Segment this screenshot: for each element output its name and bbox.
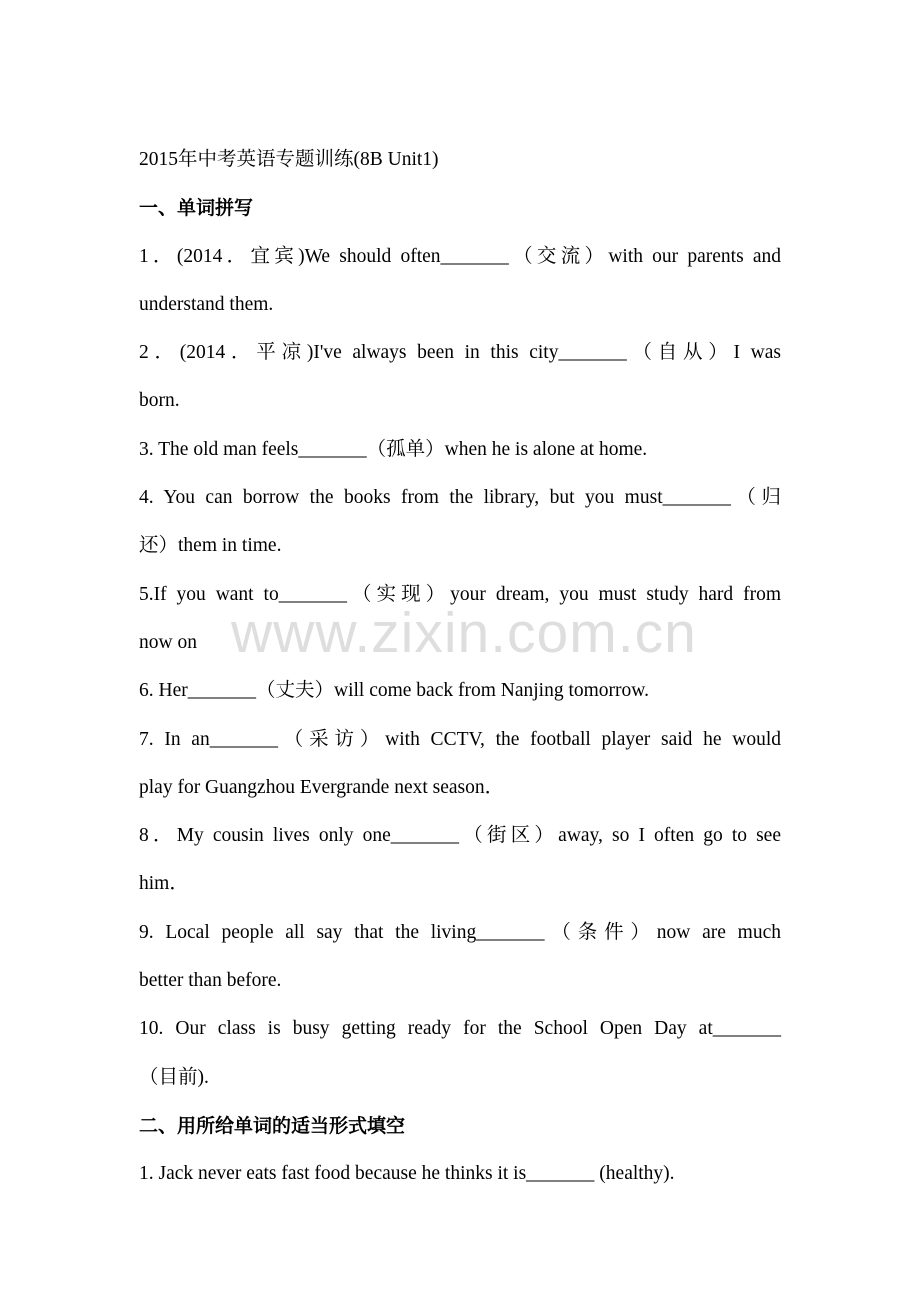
question-10-line-1: 10. Our class is busy getting ready for the School Open Day at_______ — [139, 1018, 781, 1040]
question-2 — [139, 329, 781, 426]
question-9-line-1: 9. Local people all say that the living_______（条件）now are much — [139, 921, 781, 943]
question-7-line-1: 7. In an_______（采访）with CCTV, the football player said he would — [139, 728, 781, 750]
question-1 — [139, 233, 781, 330]
question-5 — [139, 571, 781, 668]
section-2-heading: 二、用所给单词的适当形式填空 — [139, 1114, 406, 1137]
question-5-line-1: 5.If you want to_______（实现）your dream, you must study hard from — [139, 583, 781, 605]
question-1-line-1: 1．(2014．宜宾)We should often_______（交流）with our parents and — [139, 245, 781, 267]
question-8 — [139, 812, 781, 909]
question-1-line-2: understand them. — [139, 293, 274, 315]
question-5-line-2: now on — [139, 631, 197, 653]
question-4-line-2: 还）them in time. — [139, 535, 282, 557]
question-3-line-1: 3. The old man feels_______（孤单）when he is alone at home. — [139, 438, 648, 460]
question-2-line-2: born. — [139, 390, 180, 412]
question-3 — [139, 426, 781, 474]
question-10-line-2: （目前). — [139, 1066, 209, 1088]
document-page — [139, 136, 781, 1199]
section-1-heading: 一、单词拼写 — [139, 197, 254, 220]
question-4-line-1: 4. You can borrow the books from the library, but you must_______（归 — [139, 487, 781, 509]
question-10 — [139, 1005, 781, 1102]
document-title: 2015年中考英语专题训练(8B Unit1) — [139, 149, 439, 170]
question-2-line-1: 2．(2014．平凉)I've always been in this city_______（自从）I was — [139, 342, 781, 364]
question-7 — [139, 716, 781, 813]
section-2-question-1 — [139, 1150, 781, 1198]
question-8-line-1: 8．My cousin lives only one_______（街区）away, so I often go to see — [139, 825, 781, 847]
watermark: www.zixin.com.cn — [231, 601, 697, 665]
question-9 — [139, 909, 781, 1006]
question-4 — [139, 474, 781, 571]
question-6 — [139, 667, 781, 715]
question-7-line-2: play for Guangzhou Evergrande next season． — [139, 776, 505, 798]
section-2-question-1-line-1: 1. Jack never eats fast food because he thinks it is_______ (healthy). — [139, 1163, 675, 1185]
question-8-line-2: him． — [139, 873, 189, 895]
question-9-line-2: better than before. — [139, 970, 282, 992]
question-6-line-1: 6. Her_______（丈夫）will come back from Nanjing tomorrow. — [139, 680, 649, 702]
